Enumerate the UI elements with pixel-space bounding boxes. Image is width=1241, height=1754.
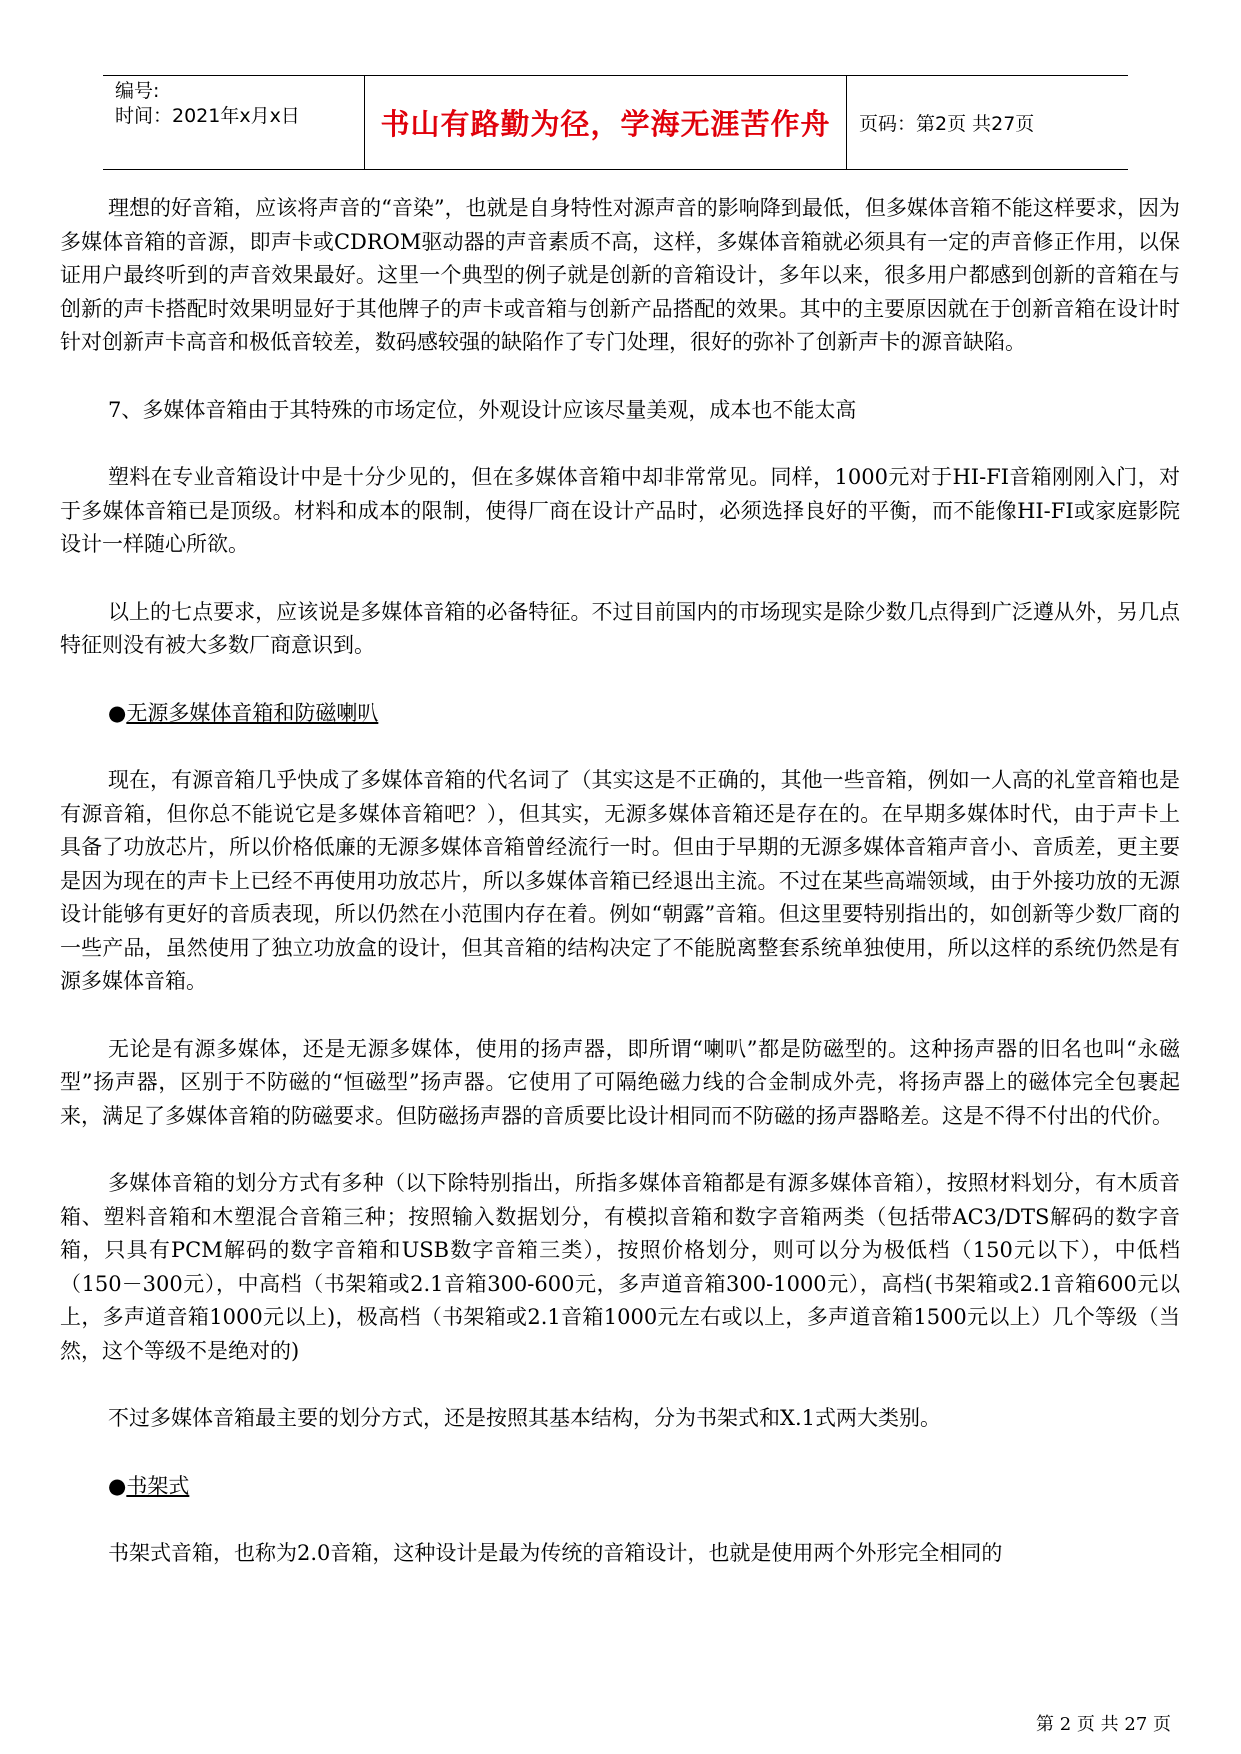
header-table bbox=[103, 75, 1128, 170]
time-label: 时间：2021年x月x日 bbox=[115, 105, 300, 127]
header-page-cell bbox=[847, 76, 1128, 169]
page-footer: 第 2 页 共 27 页 bbox=[1036, 1714, 1171, 1735]
section-heading-text: 书架式 bbox=[126, 1473, 190, 1498]
paragraph: 无论是有源多媒体，还是无源多媒体，使用的扬声器，即所谓“喇叭”都是防磁型的。这种扬声器的旧名也叫“永磁型”扬声器，区别于不防磁的“恒磁型”扬声器。它使用了可隔绝磁力线的合金制成外壳，将扬声器上的磁体完全包裹起来，满足了多媒体音箱的防磁要求。但防磁扬声器的音质要比设计相同而不防磁的扬声器略差。这是不得不付出的代价。 bbox=[60, 1036, 1180, 1128]
document-body bbox=[60, 192, 1180, 1605]
paragraph: 多媒体音箱的划分方式有多种（以下除特别指出，所指多媒体音箱都是有源多媒体音箱），按照材料划分，有木质音箱、塑料音箱和木塑混合音箱三种；按照输入数据划分，有模拟音箱和数字音箱两类（包括带AC3/DTS解码的数字音箱，只具有PCM解码的数字音箱和USB数字音箱三类），按照价格划分，则可以分为极低档（150元以下），中低档（150－300元），中高档（书架箱或2.1音箱300-600元，多声道音箱300-1000元），高档(书架箱或2.1音箱600元以上，多声道音箱1000元以上)，极高档（书架箱或2.1音箱1000元左右或以上，多声道音箱1500元以上）几个等级（当然，这个等级不是绝对的) bbox=[60, 1171, 1180, 1363]
section-heading-bookshelf bbox=[60, 1470, 1180, 1504]
paragraph: 书架式音箱，也称为2.0音箱，这种设计是最为传统的音箱设计，也就是使用两个外形完全相同的 bbox=[108, 1541, 1003, 1565]
paragraph: 现在，有源音箱几乎快成了多媒体音箱的代名词了（其实这是不正确的，其他一些音箱，例如一人高的礼堂音箱也是有源音箱，但你总不能说它是多媒体音箱吧？），但其实，无源多媒体音箱还是存在的。在早期多媒体时代，由于声卡上具备了功放芯片，所以价格低廉的无源多媒体音箱曾经流行一时。但由于早期的无源多媒体音箱声音小、音质差，更主要是因为现在的声卡上已经不再使用功放芯片，所以多媒体音箱已经退出主流。不过在某些高端领域，由于外接功放的无源设计能够有更好的音质表现，所以仍然在小范围内存在着。例如“朝露”音箱。但这里要特别指出的，如创新等少数厂商的一些产品，虽然使用了独立功放盒的设计，但其音箱的结构决定了不能脱离整套系统单独使用，所以这样的系统仍然是有源多媒体音箱。 bbox=[60, 768, 1180, 993]
page-info: 页码：第2页 共27页 bbox=[859, 113, 1035, 135]
number-label: 编号: bbox=[115, 80, 160, 102]
paragraph: 塑料在专业音箱设计中是十分少见的，但在多媒体音箱中却非常常见。同样，1000元对于HI-FI音箱刚刚入门，对于多媒体音箱已是顶级。材料和成本的限制，使得厂商在设计产品时，必须选择良好的平衡，而不能像HI-FI或家庭影院设计一样随心所欲。 bbox=[60, 465, 1180, 556]
paragraph: 7、多媒体音箱由于其特殊的市场定位，外观设计应该尽量美观，成本也不能太高 bbox=[108, 397, 857, 422]
header-meta-cell bbox=[103, 76, 365, 169]
paragraph: 不过多媒体音箱最主要的划分方式，还是按照其基本结构，分为书架式和X.1式两大类别。 bbox=[108, 1406, 941, 1430]
section-heading-passive-speakers bbox=[60, 697, 1180, 731]
bullet-icon: ● bbox=[108, 700, 127, 725]
paragraph: 以上的七点要求，应该说是多媒体音箱的必备特征。不过目前国内的市场现实是除少数几点得到广泛遵从外，另几点特征则没有被大多数厂商意识到。 bbox=[60, 599, 1180, 657]
bullet-icon: ● bbox=[108, 1473, 127, 1498]
paragraph: 理想的好音箱，应该将声音的“音染”，也就是自身特性对源声音的影响降到最低，但多媒体音箱不能这样要求，因为多媒体音箱的音源，即声卡或CDROM驱动器的声音素质不高，这样，多媒体音箱就必须具有一定的声音修正作用，以保证用户最终听到的声音效果最好。这里一个典型的例子就是创新的音箱设计，多年以来，很多用户都感到创新的音箱在与创新的声卡搭配时效果明显好于其他牌子的声卡或音箱与创新产品搭配的效果。其中的主要原因就在于创新音箱在设计时针对创新声卡高音和极低音较差，数码感较强的缺陷作了专门处理，很好的弥补了创新声卡的源音缺陷。 bbox=[60, 196, 1180, 354]
section-heading-text: 无源多媒体音箱和防磁喇叭 bbox=[126, 700, 379, 725]
motto: 书山有路勤为径，学海无涯苦作舟 bbox=[380, 107, 831, 141]
header-motto-cell bbox=[365, 76, 847, 169]
